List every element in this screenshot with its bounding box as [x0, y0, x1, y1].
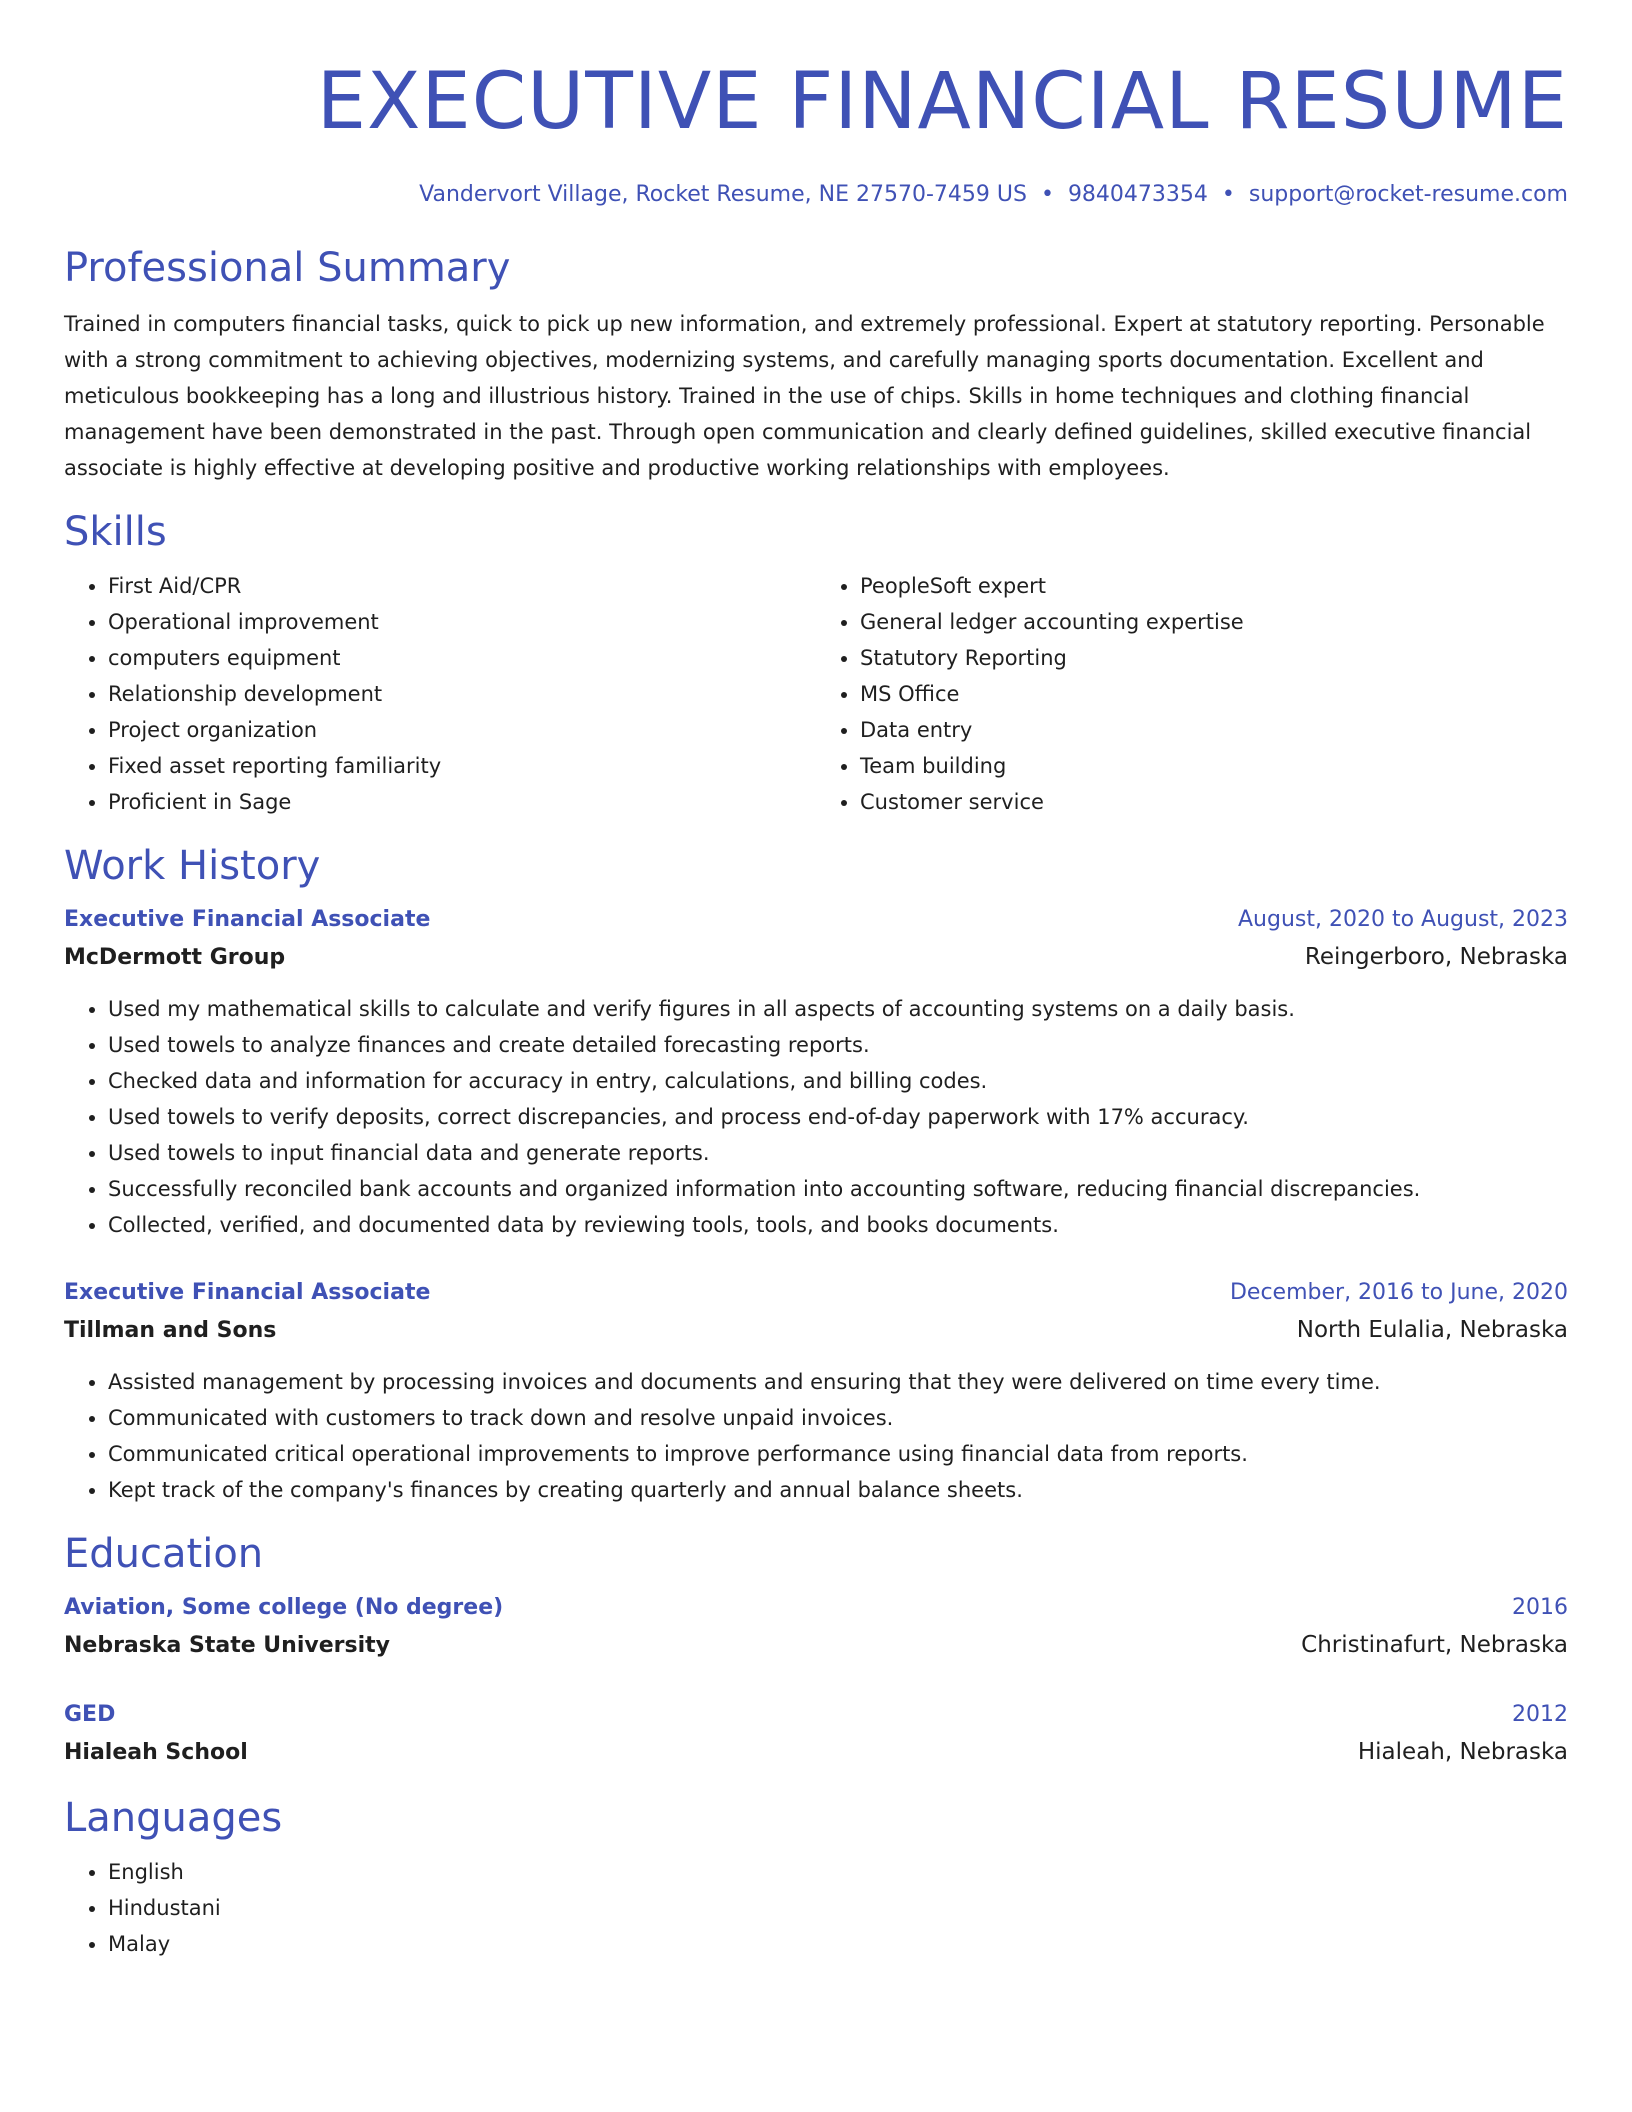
school-name: Nebraska State University: [64, 1633, 390, 1658]
company-name: Tillman and Sons: [64, 1318, 277, 1343]
job-dates: December, 2016 to June, 2020: [1229, 1280, 1568, 1305]
summary-text: Trained in computers financial tasks, quick to pick up new information, and extremely professional. Expert at statutory reporting. Personable with a strong commitment to achieving objectives, modernizing systems, and carefully managing sports documentation. Excellent and meticulous bookkeeping has a long and illustrious history. Trained in the use of chips. Skills in home techniques and clothing financial management have been demonstrated in the past. Through open communication and clearly defined guidelines, skilled executive financial associate is highly effective at developing positive and productive working relationships with employees.: [64, 312, 1545, 480]
job-bullet: • Collected, verified, and documented data by reviewing tools, tools, and books documents.: [108, 1207, 1568, 1243]
separator: •: [1221, 182, 1235, 207]
phone: 9840473354: [1067, 182, 1208, 207]
skill-item: • computers equipment: [108, 640, 816, 676]
job-entry: [64, 902, 1568, 1243]
skill-item: • MS Office: [860, 676, 1568, 712]
section-title-skills: Skills: [64, 509, 167, 555]
degree: Aviation, Some college (No degree): [64, 1595, 504, 1620]
address: Vandervort Village, Rocket Resume, NE 27570-7459 US: [419, 182, 1027, 207]
job-bullet: • Communicated critical operational improvements to improve performance using financial data from reports.: [108, 1436, 1568, 1472]
job-dates: August, 2020 to August, 2023: [1238, 907, 1568, 932]
education-entry: [64, 1697, 1568, 1772]
resume-title: EXECUTIVE FINANCIAL RESUME: [316, 57, 1568, 147]
section-title-education: Education: [64, 1531, 264, 1577]
skill-item: • General ledger accounting expertise: [860, 604, 1568, 640]
separator: •: [1040, 182, 1054, 207]
education-entry: [64, 1590, 1568, 1665]
summary-section: [64, 244, 1568, 486]
skill-item: • Operational improvement: [108, 604, 816, 640]
skill-item: • Statutory Reporting: [860, 640, 1568, 676]
job-title: Executive Financial Associate: [64, 1280, 431, 1305]
skill-item: • Relationship development: [108, 676, 816, 712]
school-name: Hialeah School: [64, 1740, 248, 1765]
skill-item: • Customer service: [860, 784, 1568, 820]
skill-item: • Proficient in Sage: [108, 784, 816, 820]
language-item: • English: [108, 1854, 1568, 1890]
job-title: Executive Financial Associate: [64, 907, 431, 932]
work-section: [64, 842, 1568, 1508]
skill-item: • Data entry: [860, 712, 1568, 748]
school-location: Christinafurt, Nebraska: [1301, 1632, 1568, 1658]
skills-column-right: [816, 568, 1568, 820]
section-title-languages: Languages: [64, 1795, 283, 1841]
job-bullet: • Checked data and information for accuracy in entry, calculations, and billing codes.: [108, 1063, 1568, 1099]
skills-section: [64, 508, 1568, 820]
job-bullet: • Used towels to verify deposits, correct discrepancies, and process end-of-day paperwork with 17% accuracy.: [108, 1099, 1568, 1135]
skills-grid: [64, 568, 1568, 820]
job-bullet: • Successfully reconciled bank accounts and organized information into accounting software, reducing financial discrepancies.: [108, 1171, 1568, 1207]
skill-item: • Fixed asset reporting familiarity: [108, 748, 816, 784]
job-bullet: • Assisted management by processing invoices and documents and ensuring that they were delivered on time every time.: [108, 1364, 1568, 1400]
section-title-work: Work History: [64, 843, 321, 889]
skill-item: • Project organization: [108, 712, 816, 748]
company-name: McDermott Group: [64, 945, 286, 970]
job-bullet: • Used my mathematical skills to calculate and verify figures in all aspects of accounting systems on a daily basis.: [108, 991, 1568, 1027]
section-title-summary: Professional Summary: [64, 245, 511, 291]
job-bullet: • Used towels to analyze finances and create detailed forecasting reports.: [108, 1027, 1568, 1063]
skill-item: • PeopleSoft expert: [860, 568, 1568, 604]
job-location: North Eulalia, Nebraska: [1296, 1317, 1568, 1343]
contact-line: [64, 180, 1568, 210]
language-item: • Malay: [108, 1926, 1568, 1962]
skill-item: • First Aid/CPR: [108, 568, 816, 604]
job-bullet: • Used towels to input financial data and generate reports.: [108, 1135, 1568, 1171]
job-location: Reingerboro, Nebraska: [1304, 944, 1568, 970]
email[interactable]: support@rocket-resume.com: [1248, 182, 1568, 207]
job-bullet: • Kept track of the company's finances by creating quarterly and annual balance sheets.: [108, 1472, 1568, 1508]
education-section: [64, 1530, 1568, 1772]
graduation-year: 2012: [1512, 1702, 1568, 1727]
job-entry: [64, 1275, 1568, 1508]
school-location: Hialeah, Nebraska: [1357, 1739, 1568, 1765]
skill-item: • Team building: [860, 748, 1568, 784]
skills-column-left: [64, 568, 816, 820]
job-bullet: • Communicated with customers to track down and resolve unpaid invoices.: [108, 1400, 1568, 1436]
degree: GED: [64, 1702, 116, 1727]
graduation-year: 2016: [1512, 1595, 1568, 1620]
languages-section: [64, 1794, 1568, 1962]
language-item: • Hindustani: [108, 1890, 1568, 1926]
